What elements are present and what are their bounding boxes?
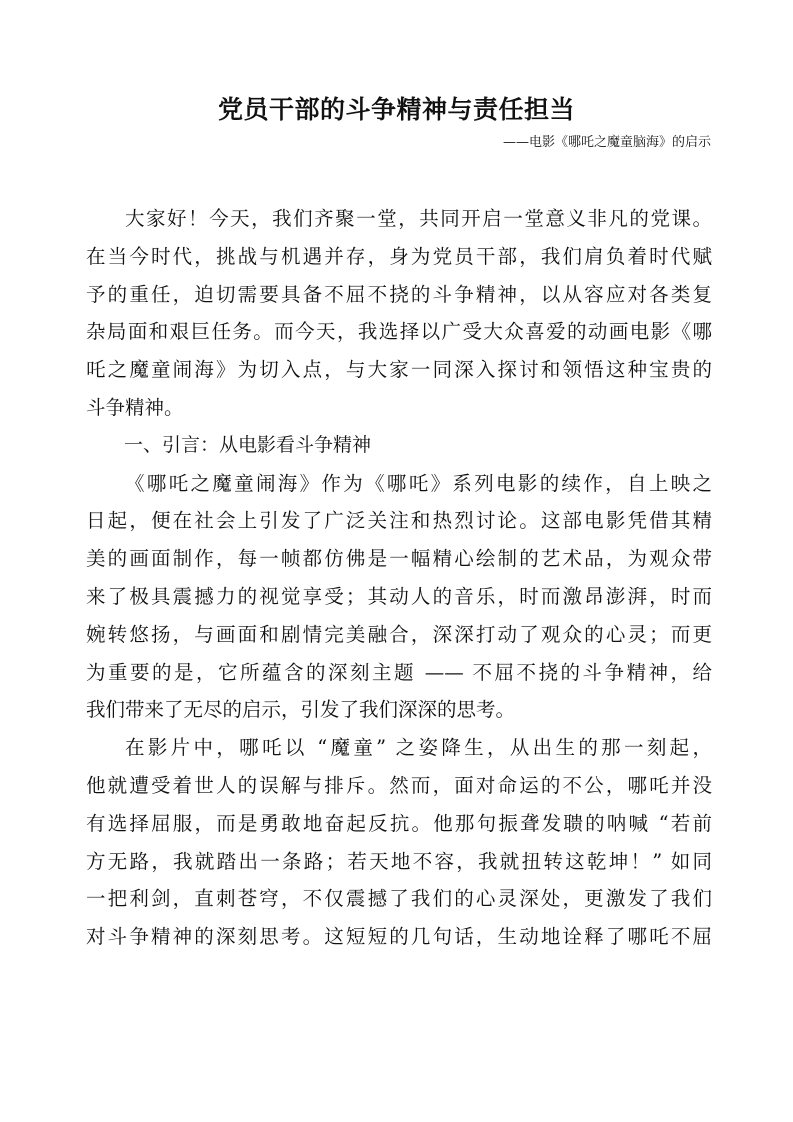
paragraph-line: 杂局面和艰巨任务。而今天，我选择以广受大众喜爱的动画电影《哪 [86, 320, 712, 344]
paragraph-line: 我们带来了无尽的启示，引发了我们深深的思考。 [86, 698, 516, 722]
paragraph-line: 为重要的是，它所蕴含的深刻主题 —— 不屈不挠的斗争精神，给 [86, 660, 712, 684]
paragraph-line: 在当今时代，挑战与机遇并存，身为党员干部，我们肩负着时代赋 [86, 244, 712, 268]
document-subtitle: ——电影《哪吒之魔童脑海》的启示 [502, 135, 711, 150]
paragraph-line: 《哪吒之魔童闹海》作为《哪吒》系列电影的续作，自上映之 [125, 471, 712, 495]
paragraph-line: 方无路，我就踏出一条路；若天地不容，我就扭转这乾坤！” 如同 [86, 849, 712, 873]
document-title: 党员干部的斗争精神与责任担当 [217, 95, 575, 124]
paragraph-line: 婉转悠扬，与画面和剧情完美融合，深深打动了观众的心灵；而更 [86, 622, 712, 646]
paragraph-line: 予的重任，迫切需要具备不屈不挠的斗争精神，以从容应对各类复 [86, 282, 712, 306]
intro-paragraph [86, 200, 712, 427]
section-heading: 一、引言：从电影看斗争精神 [124, 433, 372, 456]
section-paragraph [86, 729, 712, 956]
paragraph-line: 大家好！今天，我们齐聚一堂，共同开启一堂意义非凡的党课。 [125, 207, 712, 230]
paragraph-line: 来了极具震撼力的视觉享受；其动人的音乐，时而激昂澎湃，时而 [86, 584, 712, 608]
paragraph-line: 对斗争精神的深刻思考。这短短的几句话，生动地诠释了哪吒不屈 [86, 925, 712, 949]
paragraph-line: 美的画面制作，每一帧都仿佛是一幅精心绘制的艺术品，为观众带 [86, 547, 712, 571]
paragraph-line: 有选择屈服，而是勇敢地奋起反抗。他那句振聋发聩的呐喊 “若前 [86, 811, 712, 835]
section-paragraph [86, 465, 712, 730]
paragraph-line: 斗争精神。 [86, 395, 184, 419]
paragraph-line: 日起，便在社会上引发了广泛关注和热烈讨论。这部电影凭借其精 [86, 509, 712, 533]
paragraph-line: 吒之魔童闹海》为切入点，与大家一同深入探讨和领悟这种宝贵的 [86, 358, 712, 382]
paragraph-line: 一把利剑，直刺苍穹，不仅震撼了我们的心灵深处，更激发了我们 [86, 887, 712, 911]
paragraph-line: 在影片中，哪吒以 “魔童” 之姿降生，从出生的那一刻起， [125, 736, 712, 760]
paragraph-line: 他就遭受着世人的误解与排斥。然而，面对命运的不公，哪吒并没 [86, 773, 712, 797]
document-body [86, 200, 712, 956]
